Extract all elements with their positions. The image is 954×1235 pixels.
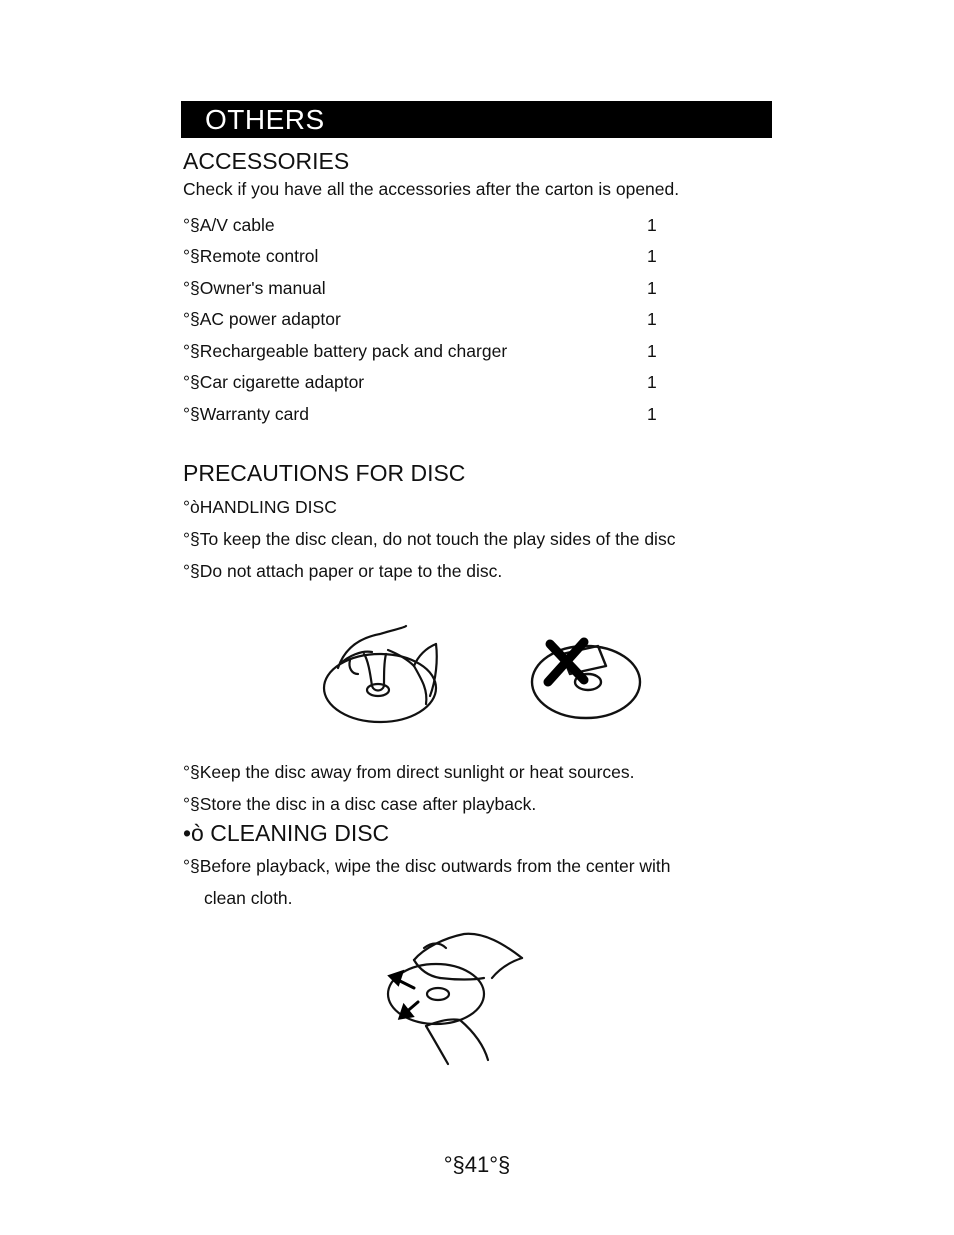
- list-item: [183, 214, 663, 236]
- disc-tape-prohibited-illustration: [528, 636, 644, 722]
- list-item: [183, 371, 663, 393]
- list-item: [183, 277, 663, 299]
- accessory-label: °§A/V cable: [183, 215, 275, 235]
- cleaning-disc-heading: •ò CLEANING DISC: [183, 820, 390, 846]
- section-header-title: OTHERS: [205, 104, 325, 135]
- accessory-qty: 1: [647, 372, 657, 392]
- list-item: [183, 245, 663, 267]
- accessory-label: °§Car cigarette adaptor: [183, 372, 365, 392]
- accessory-qty: 1: [647, 404, 657, 424]
- accessories-heading: ACCESSORIES: [183, 148, 350, 174]
- disc-cleaning-illustration: [384, 928, 528, 1070]
- handling-disc-heading: °òHANDLING DISC: [183, 497, 337, 517]
- section-header-bar: [181, 101, 772, 138]
- list-item: [183, 308, 663, 330]
- wipe-direction-arrow-icon: [390, 972, 418, 1018]
- accessory-qty: 1: [647, 215, 657, 235]
- accessory-qty: 1: [647, 278, 657, 298]
- page-number: °§41°§: [443, 1152, 511, 1177]
- accessory-label: °§Rechargeable battery pack and charger: [183, 341, 508, 361]
- accessory-qty: 1: [647, 309, 657, 329]
- handling-item: °§Do not attach paper or tape to the disc.: [183, 561, 503, 581]
- accessory-label: °§Remote control: [183, 246, 319, 266]
- list-item: [183, 340, 663, 362]
- accessory-label: °§Warranty card: [183, 404, 309, 424]
- accessory-qty: 1: [647, 341, 657, 361]
- accessory-label: °§AC power adaptor: [183, 309, 341, 329]
- list-item: [183, 403, 663, 425]
- storage-item: °§Store the disc in a disc case after playback.: [183, 794, 537, 814]
- storage-item: °§Keep the disc away from direct sunlight or heat sources.: [183, 762, 635, 782]
- accessories-intro: Check if you have all the accessories after the carton is opened.: [183, 179, 680, 199]
- precautions-heading: PRECAUTIONS FOR DISC: [183, 460, 466, 486]
- cleaning-item: °§Before playback, wipe the disc outwards from the center with: [183, 856, 671, 876]
- accessory-label: °§Owner's manual: [183, 278, 326, 298]
- disc-hold-correct-illustration: [318, 620, 453, 726]
- handling-item: °§To keep the disc clean, do not touch the play sides of the disc: [183, 529, 676, 549]
- cleaning-item-continued: clean cloth.: [204, 888, 293, 908]
- accessory-qty: 1: [647, 246, 657, 266]
